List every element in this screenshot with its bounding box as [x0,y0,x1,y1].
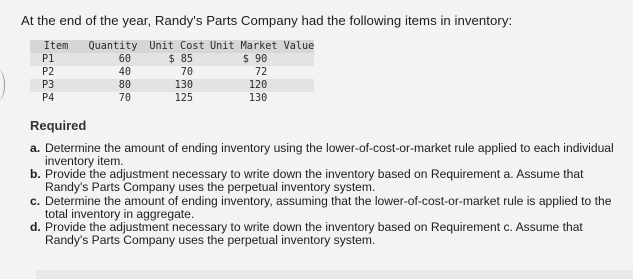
requirement-item [29,168,629,193]
cell-unit-cost: 70 [180,67,193,78]
inventory-table [30,40,314,105]
requirement-label: c. [30,193,41,208]
table-row [30,79,314,92]
header-quantity: Quantity [88,41,138,52]
cell-unit-market-value: 120 [248,80,268,91]
cell-unit-cost: $ 85 [168,54,193,65]
required-heading: Required [30,118,87,133]
requirement-text: Determine the amount of ending inventory using the lower-of-cost-or-market rule applied to each individual inventory item. [45,141,614,168]
header-unit-cost: Unit Cost [149,41,205,52]
requirement-item [29,142,629,167]
table-row [30,92,314,105]
requirement-item [29,221,629,246]
cell-quantity: 70 [118,93,131,104]
cell-quantity: 80 [118,80,131,91]
cell-unit-cost: 125 [174,93,193,104]
header-unit-market-value: Unit Market Value [210,41,315,52]
requirements-list [29,142,629,248]
cell-unit-market-value: 72 [255,67,268,78]
cell-item: P2 [42,67,55,78]
requirement-text: Determine the amount of ending inventory, assuming that the lower-of-cost-or-market rule is applied to the total inventory in aggregate. [45,193,612,221]
requirement-text: Provide the adjustment necessary to write down the inventory based on Requirement a. Assume that Randy's Parts Company uses the perpetual inventory system. [45,167,584,195]
cell-item: P4 [42,93,55,104]
table-header-row [30,40,314,53]
requirement-label: a. [30,141,41,155]
header-item: Item [43,41,69,52]
cell-unit-market-value: 130 [248,93,268,104]
table-row [30,53,314,66]
answer-area-strip [36,270,633,279]
cell-unit-cost: 130 [174,80,193,91]
cell-quantity: 60 [118,54,131,65]
left-edge-bracket [0,70,5,100]
cell-item: P3 [42,80,55,91]
cell-item: P1 [42,54,55,65]
intro-text: At the end of the year, Randy's Parts Company had the following items in inventory: [21,13,513,28]
requirement-text: Provide the adjustment necessary to write down the inventory based on Requirement c. Assume that Randy's Parts Company uses the perpetual inventory system. [45,220,583,247]
cell-quantity: 40 [118,67,131,78]
requirement-item [29,195,629,220]
cell-unit-market-value: $ 90 [242,54,268,65]
table-row [30,66,314,79]
requirement-label: d. [30,220,41,235]
requirement-label: b. [30,167,41,182]
